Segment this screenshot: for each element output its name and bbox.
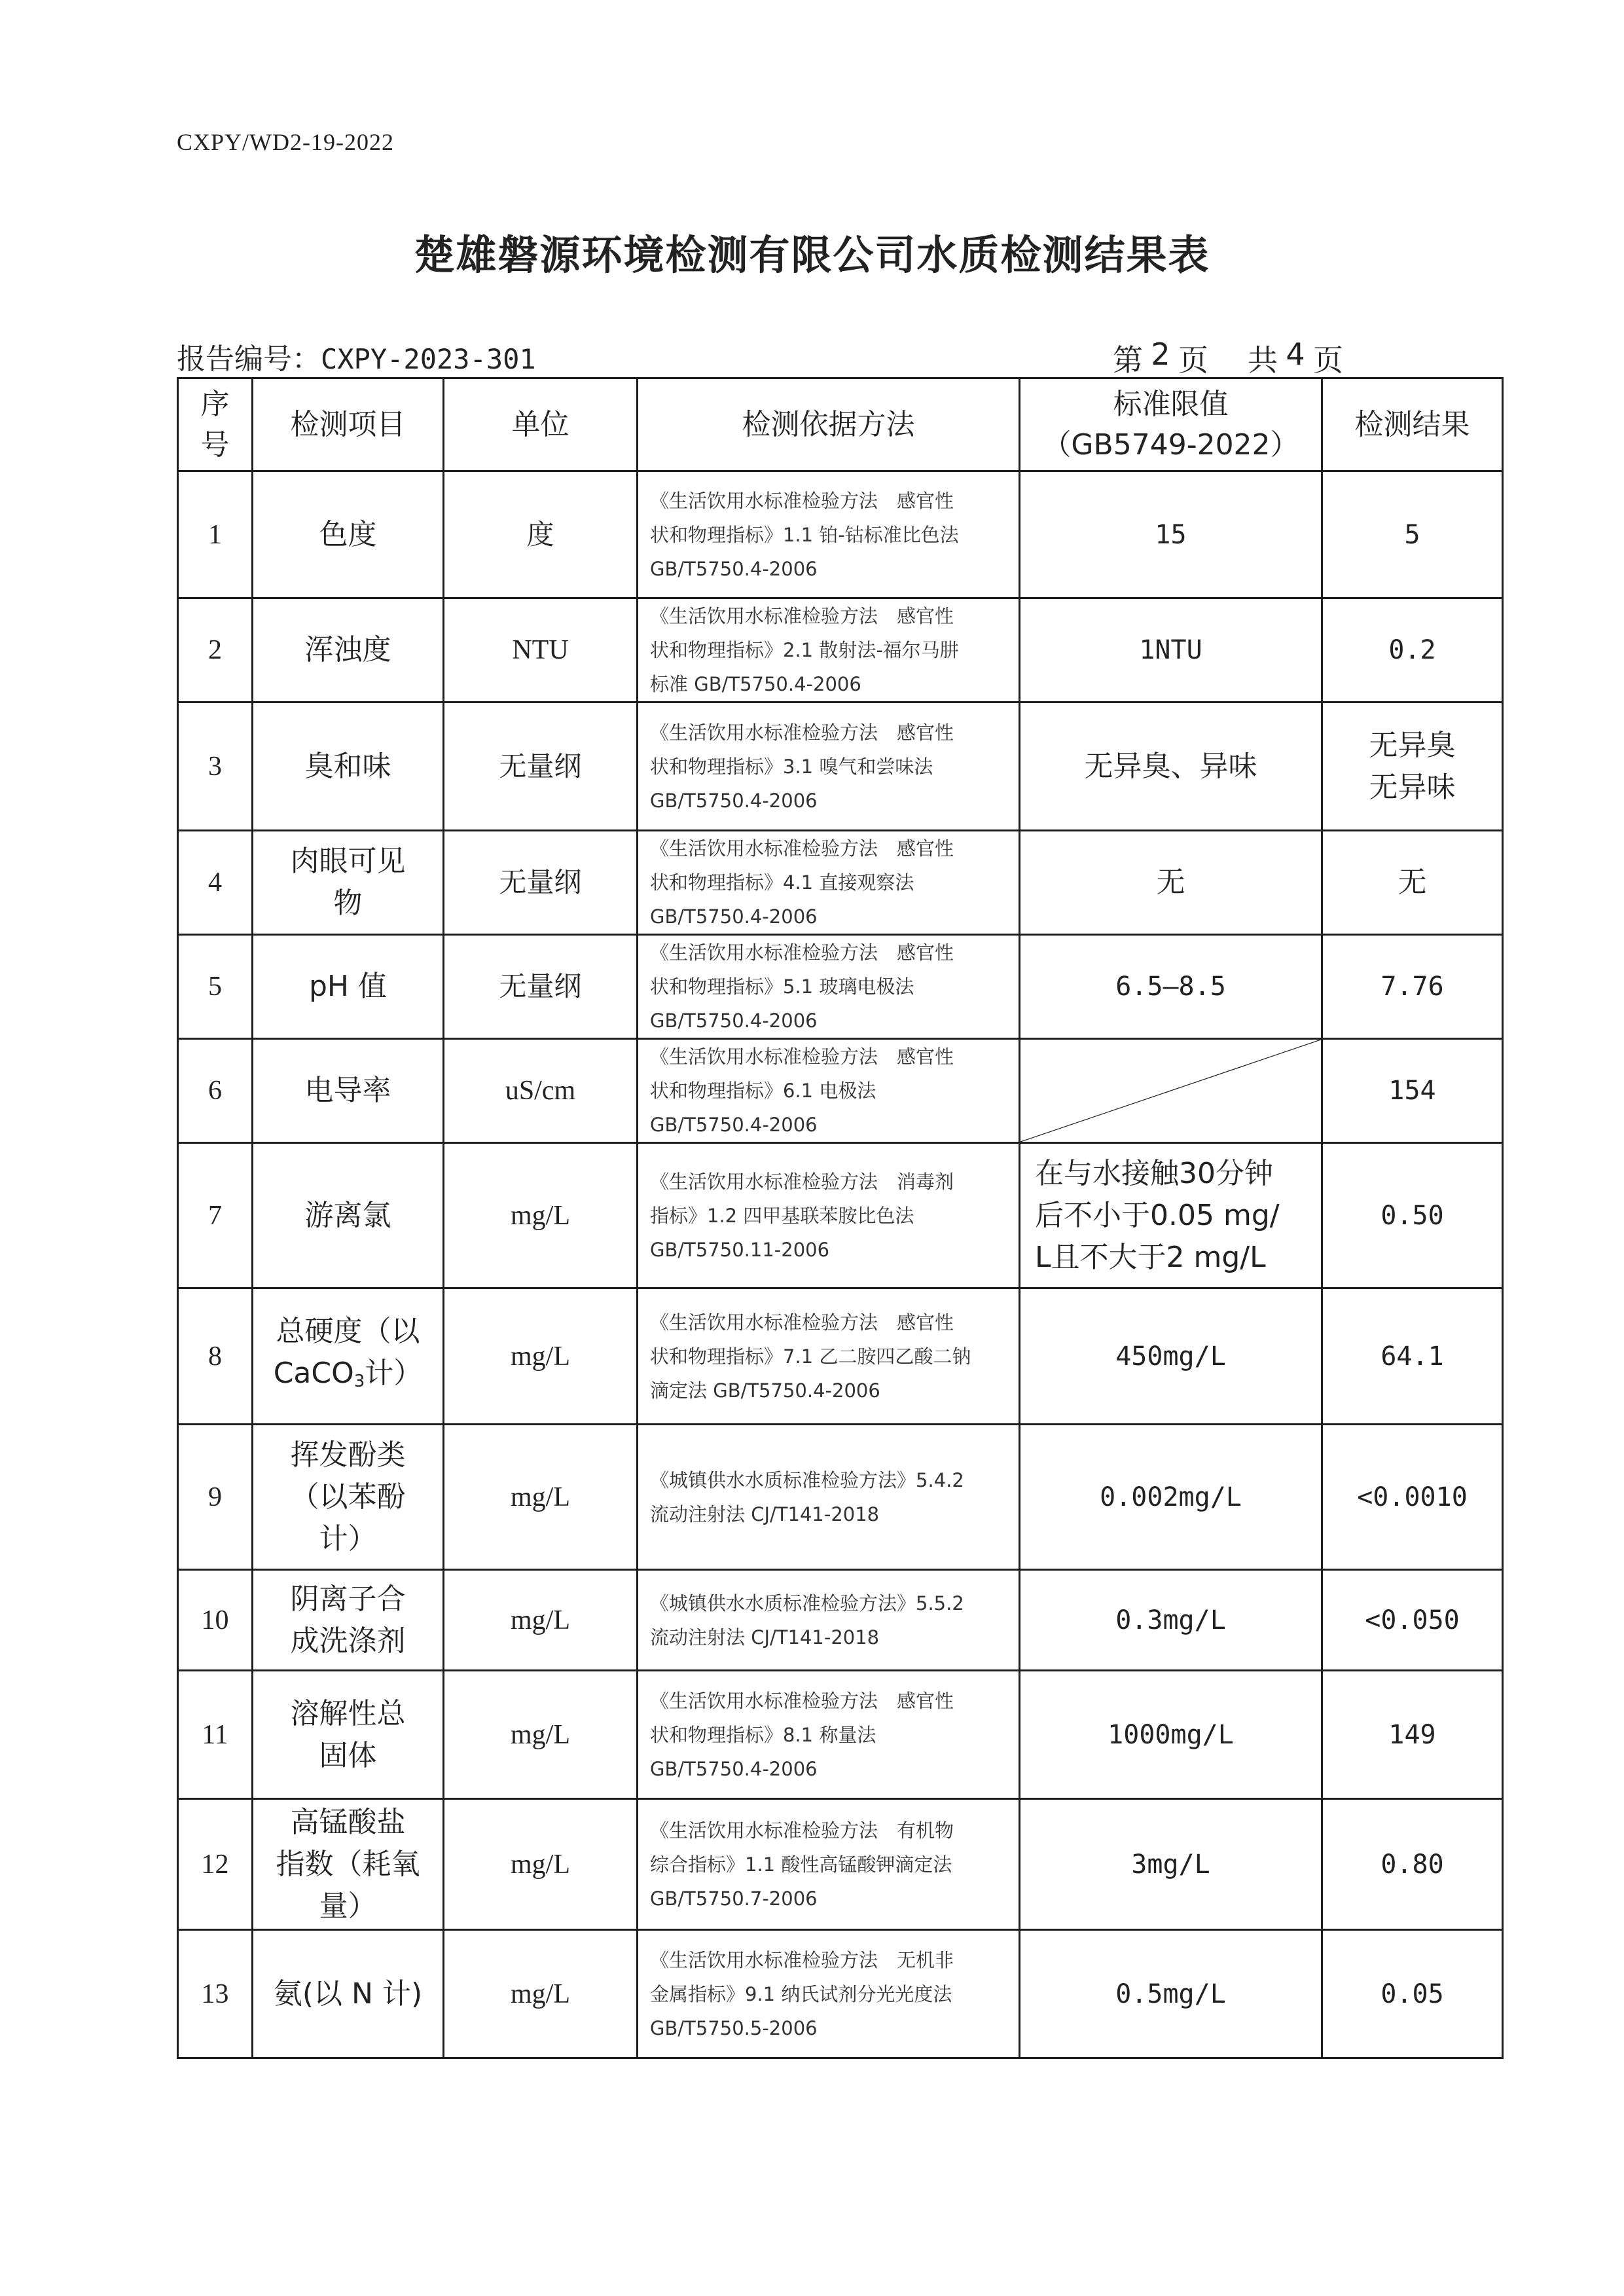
table-header-row — [178, 378, 1503, 471]
cell-limit: 15 — [1020, 471, 1322, 598]
cell-no: 12 — [178, 1799, 253, 1930]
cell-item: 挥发酚类 （以苯酚 计） — [253, 1425, 444, 1570]
cell-no: 5 — [178, 935, 253, 1039]
cell-method: 《生活饮用水标准检验方法 感官性 状和物理指标》6.1 电极法 GB/T5750.4-2006 — [638, 1039, 1020, 1143]
cell-result: 154 — [1322, 1039, 1503, 1143]
cell-result: 无异臭 无异味 — [1322, 702, 1503, 831]
cell-limit: 1000mg/L — [1020, 1671, 1322, 1799]
cell-limit: 无异臭、异味 — [1020, 702, 1322, 831]
table-row — [178, 598, 1503, 702]
cell-result: 0.05 — [1322, 1930, 1503, 2058]
cell-unit: mg/L — [444, 1799, 638, 1930]
cell-method: 《生活饮用水标准检验方法 感官性 状和物理指标》7.1 乙二胺四乙酸二钠 滴定法 GB/T5750.4-2006 — [638, 1288, 1020, 1425]
cell-no: 7 — [178, 1143, 253, 1288]
cell-result: 0.80 — [1322, 1799, 1503, 1930]
report-number-value: CXPY-2023-301 — [321, 343, 536, 375]
cell-item: 总硬度（以 CaCO$_3$计） — [253, 1288, 444, 1425]
page-suffix: 页 — [1313, 342, 1343, 378]
col-header-result: 检测结果 — [1322, 378, 1503, 471]
cell-method: 《生活饮用水标准检验方法 有机物 综合指标》1.1 酸性高锰酸钾滴定法 GB/T5750.7-2006 — [638, 1799, 1020, 1930]
cell-item: 游离氯 — [253, 1143, 444, 1288]
cell-no: 8 — [178, 1288, 253, 1425]
cell-limit: 0.5mg/L — [1020, 1930, 1322, 2058]
cell-result: 0.50 — [1322, 1143, 1503, 1288]
cell-unit: 无量纲 — [444, 702, 638, 831]
cell-method: 《生活饮用水标准检验方法 感官性 状和物理指标》3.1 嗅气和尝味法 GB/T5750.4-2006 — [638, 702, 1020, 831]
cell-method: 《生活饮用水标准检验方法 感官性 状和物理指标》1.1 铂-钴标准比色法 GB/T5750.4-2006 — [638, 471, 1020, 598]
cell-item: 电导率 — [253, 1039, 444, 1143]
cell-item: 臭和味 — [253, 702, 444, 831]
table-row — [178, 1930, 1503, 2058]
table-row — [178, 1425, 1503, 1570]
col-header-limit: 标准限值 （GB5749-2022） — [1020, 378, 1322, 471]
table-row — [178, 935, 1503, 1039]
cell-unit: uS/cm — [444, 1039, 638, 1143]
cell-unit: 无量纲 — [444, 935, 638, 1039]
cell-no: 9 — [178, 1425, 253, 1570]
cell-limit: 0.3mg/L — [1020, 1570, 1322, 1671]
col-header-unit: 单位 — [444, 378, 638, 471]
cell-result: 5 — [1322, 471, 1503, 598]
col-header-item: 检测项目 — [253, 378, 444, 471]
cell-method: 《生活饮用水标准检验方法 感官性 状和物理指标》5.1 玻璃电极法 GB/T5750.4-2006 — [638, 935, 1020, 1039]
page-title: 楚雄磐源环境检测有限公司水质检测结果表 — [414, 231, 1210, 279]
report-number-label: 报告编号： — [177, 342, 321, 376]
results-table — [177, 377, 1504, 2059]
cell-item: 肉眼可见 物 — [253, 831, 444, 935]
document-code: CXPY/WD2-19-2022 — [177, 129, 394, 155]
cell-method: 《生活饮用水标准检验方法 感官性 状和物理指标》8.1 称量法 GB/T5750.4-2006 — [638, 1671, 1020, 1799]
cell-no: 4 — [178, 831, 253, 935]
cell-result: 149 — [1322, 1671, 1503, 1799]
table-row — [178, 1570, 1503, 1671]
cell-limit: 450mg/L — [1020, 1288, 1322, 1425]
cell-no: 1 — [178, 471, 253, 598]
cell-no: 6 — [178, 1039, 253, 1143]
cell-unit: mg/L — [444, 1425, 638, 1570]
cell-item: 氨(以 N 计) — [253, 1930, 444, 2058]
cell-method: 《生活饮用水标准检验方法 消毒剂 指标》1.2 四甲基联苯胺比色法 GB/T5750.11-2006 — [638, 1143, 1020, 1288]
col-header-no: 序 号 — [178, 378, 253, 471]
cell-item: 溶解性总 固体 — [253, 1671, 444, 1799]
cell-no: 11 — [178, 1671, 253, 1799]
table-row — [178, 471, 1503, 598]
table-row — [178, 1288, 1503, 1425]
cell-limit-empty-diagonal — [1020, 1039, 1322, 1143]
cell-no: 3 — [178, 702, 253, 831]
cell-no: 13 — [178, 1930, 253, 2058]
cell-limit: 6.5—8.5 — [1020, 935, 1322, 1039]
cell-method: 《生活饮用水标准检验方法 感官性 状和物理指标》4.1 直接观察法 GB/T5750.4-2006 — [638, 831, 1020, 935]
table-row — [178, 1039, 1503, 1143]
cell-unit: 度 — [444, 471, 638, 598]
cell-method: 《城镇供水水质标准检验方法》5.4.2 流动注射法 CJ/T141-2018 — [638, 1425, 1020, 1570]
cell-item: 浑浊度 — [253, 598, 444, 702]
report-number — [177, 335, 536, 377]
cell-limit: 无 — [1020, 831, 1322, 935]
cell-item: 高锰酸盐 指数（耗氧 量） — [253, 1799, 444, 1930]
cell-method: 《生活饮用水标准检验方法 无机非 金属指标》9.1 纳氏试剂分光光度法 GB/T5750.5-2006 — [638, 1930, 1020, 2058]
cell-limit: 在与水接触30分钟 后不小于0.05 mg/ L且不大于2 mg/L — [1020, 1143, 1322, 1288]
cell-result: <0.050 — [1322, 1570, 1503, 1671]
cell-unit: mg/L — [444, 1570, 638, 1671]
cell-result: 0.2 — [1322, 598, 1503, 702]
table-row — [178, 1671, 1503, 1799]
cell-result: 无 — [1322, 831, 1503, 935]
table-row — [178, 1143, 1503, 1288]
cell-unit: mg/L — [444, 1930, 638, 2058]
cell-item: 色度 — [253, 471, 444, 598]
cell-unit: mg/L — [444, 1671, 638, 1799]
page-prefix: 第 — [1113, 342, 1143, 378]
diagonal-slash — [1020, 1040, 1321, 1142]
cell-result: <0.0010 — [1322, 1425, 1503, 1570]
page-total-prefix: 共 — [1248, 342, 1278, 378]
cell-limit: 3mg/L — [1020, 1799, 1322, 1930]
cell-unit: 无量纲 — [444, 831, 638, 935]
cell-item: 阴离子合 成洗涤剂 — [253, 1570, 444, 1671]
cell-item: pH 值 — [253, 935, 444, 1039]
col-header-method: 检测依据方法 — [638, 378, 1020, 471]
table-row — [178, 831, 1503, 935]
page-current: 2 — [1151, 337, 1170, 372]
cell-limit: 1NTU — [1020, 598, 1322, 702]
cell-unit: mg/L — [444, 1288, 638, 1425]
page-total: 4 — [1286, 337, 1305, 372]
cell-result: 64.1 — [1322, 1288, 1503, 1425]
cell-limit: 0.002mg/L — [1020, 1425, 1322, 1570]
cell-unit: NTU — [444, 598, 638, 702]
page-indicator — [1113, 337, 1343, 380]
cell-no: 2 — [178, 598, 253, 702]
cell-no: 10 — [178, 1570, 253, 1671]
cell-method: 《城镇供水水质标准检验方法》5.5.2 流动注射法 CJ/T141-2018 — [638, 1570, 1020, 1671]
page-mid: 页 — [1178, 342, 1208, 378]
cell-result: 7.76 — [1322, 935, 1503, 1039]
table-row — [178, 1799, 1503, 1930]
table-row — [178, 702, 1503, 831]
cell-unit: mg/L — [444, 1143, 638, 1288]
cell-method: 《生活饮用水标准检验方法 感官性 状和物理指标》2.1 散射法-福尔马肼 标准 GB/T5750.4-2006 — [638, 598, 1020, 702]
